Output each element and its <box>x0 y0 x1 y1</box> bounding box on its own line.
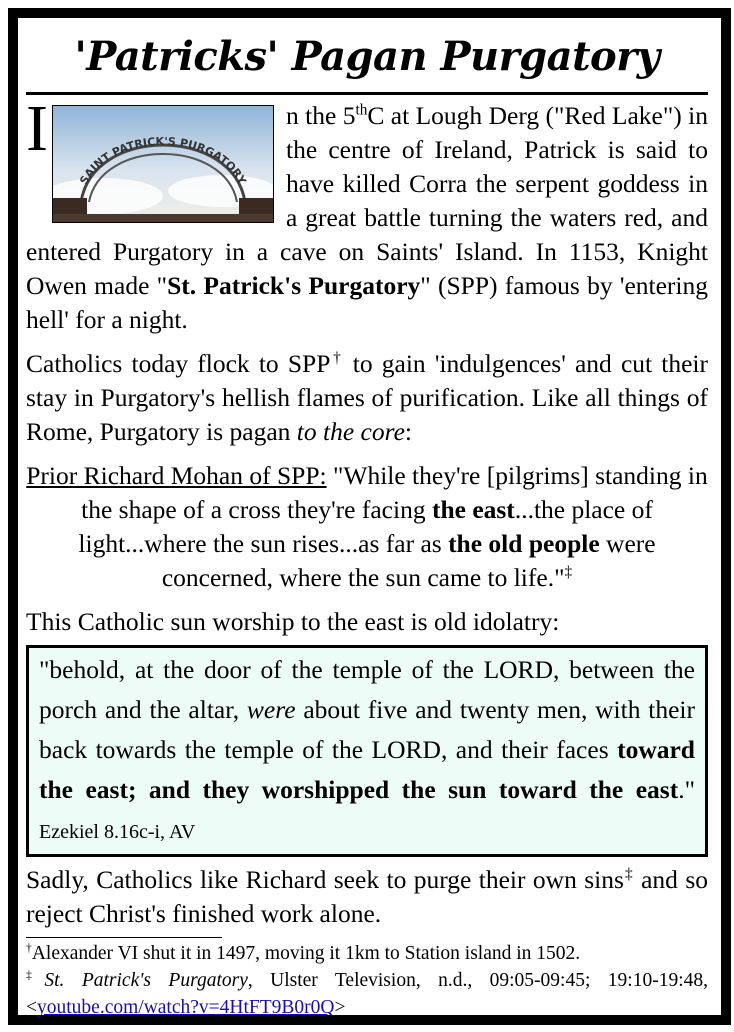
mohan-quote: Prior Richard Mohan of SPP: "While they're [pilgrims] standing in the shape of a cross they're facing the east...the place of light...where the sun rises...as far as the old people were concerned, where the sun came to life."‡ <box>26 461 708 592</box>
intro-text-3: " (SPP) famous by 'entering hell' for a night. <box>26 271 708 334</box>
footnote-1: †Alexander VI shut it in 1497, moving it 1km to Station island in 1502. <box>26 941 581 964</box>
footnote-2: ‡St. Patrick's Purgatory, Ulster Television, n.d., 09:05-09:45; 19:10-19:48, <youtube.com/watch?v=4HtFT9B0r0Q> <box>26 968 709 1018</box>
intro-superscript: th <box>355 101 368 119</box>
indulgences-paragraph: Catholics today flock to SPP† to gain 'indulgences' and cut their stay in Purgatory's hellish flames of purification. Like all things of Rome, Purgatory is pagan to the core: <box>26 349 708 446</box>
sign-lettering: SAINT PATRICK'S PURGATORY <box>77 134 249 187</box>
intro-paragraph <box>26 92 709 337</box>
dagger-mark: † <box>330 349 344 367</box>
page-title: 'Patricks' Pagan Purgatory <box>26 22 708 95</box>
double-dagger-mark: ‡ <box>564 563 573 581</box>
sign-arch-photo <box>53 106 273 222</box>
drop-cap: I <box>26 92 48 165</box>
intro-text-2: SAINT PATRICK'S PURGATORY C at Lough Derg ("Red Lake") in the centre of Ireland, Patrick is said to have killed Corra the serpent goddess in a great battle turning the waters red, and entered Purgatory in a cave on Saints' Island. In 1153, Knight Owen made " <box>26 101 709 300</box>
photo-saint-patricks-purgatory-sign <box>52 105 274 223</box>
page-frame <box>8 8 731 1025</box>
intro-text-1: n the 5 <box>285 101 356 130</box>
lead-in-line: This Catholic sun worship to the east is old idolatry: <box>26 607 560 636</box>
youtube-link[interactable]: youtube.com/watch?v=4HtFT9B0r0Q <box>37 997 335 1018</box>
scripture-box: "behold, at the door of the temple of the LORD, between the porch and the altar, were about five and twenty men, with their back towards the temple of the LORD, and their faces toward the east; and they worshipped the sun toward the east." Ezekiel 8.16c-i, AV <box>26 645 708 857</box>
spp-name: St. Patrick's Purgatory <box>167 271 421 300</box>
quote-speaker: Prior Richard Mohan of SPP: <box>26 461 327 490</box>
closing-paragraph: Sadly, Catholics like Richard seek to purge their own sins‡ and so reject Christ's finished work alone. <box>26 865 709 928</box>
scripture-reference: Ezekiel 8.16c-i, AV <box>39 821 196 843</box>
page-content <box>26 22 708 1021</box>
footnote-divider <box>26 937 222 938</box>
